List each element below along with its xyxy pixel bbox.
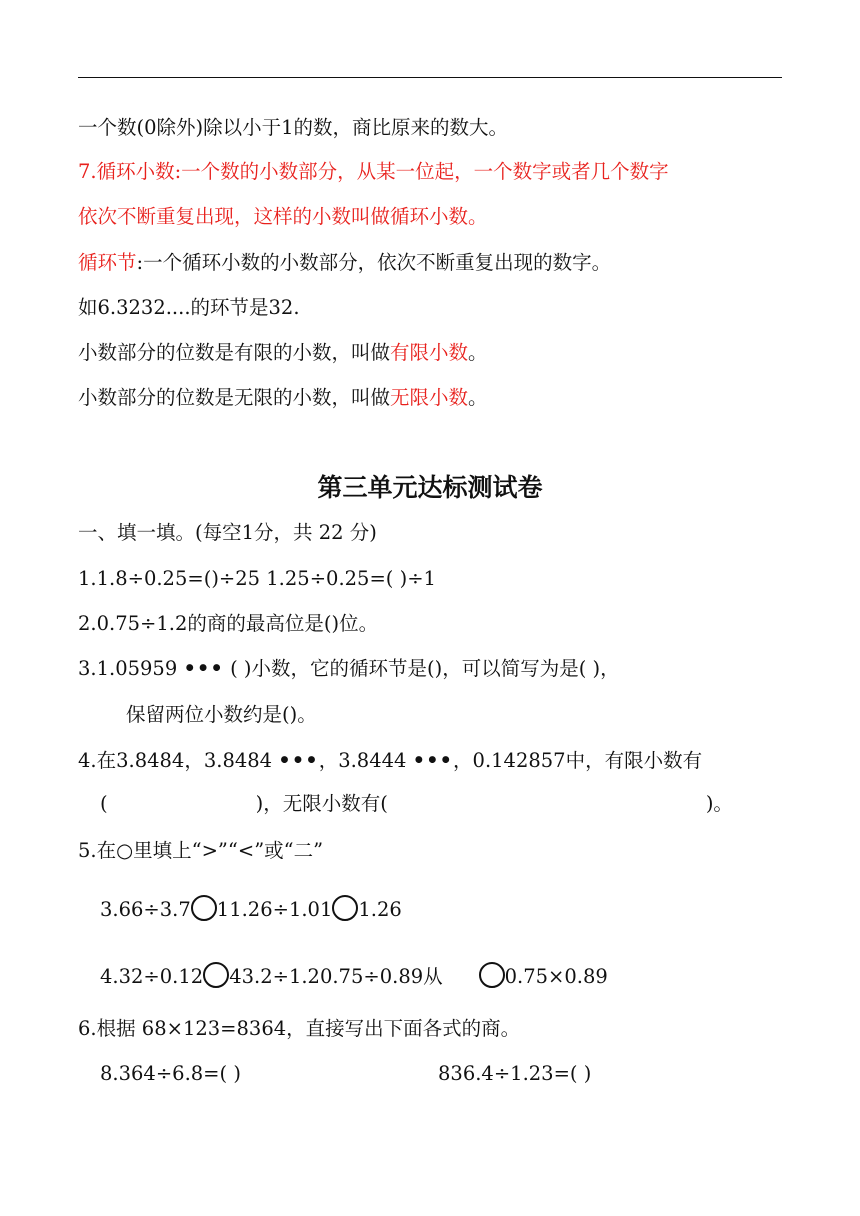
finite-decimal-end: 。 <box>468 341 488 364</box>
question-4-blanks <box>100 791 786 817</box>
question-5: 5.在○里填上“>”“<”或“二” <box>78 839 324 862</box>
question-4-text-b: ，3.8444 <box>318 749 407 772</box>
finite-decimal-text: 小数部分的位数是有限的小数，叫做 <box>78 341 391 364</box>
term-finite-decimal: 有限小数 <box>390 341 469 364</box>
infinite-decimal-text: 小数部分的位数是无限的小数，叫做 <box>78 386 391 409</box>
expression: 0.75×0.89 <box>504 965 608 988</box>
note-infinite-decimal <box>78 385 488 411</box>
note-repeating-period <box>78 250 611 276</box>
question-3 <box>78 656 620 682</box>
note-repeating-decimal-def: 7.循环小数:一个数的小数部分，从某一位起，一个数字或者几个数字 <box>78 160 669 183</box>
compare-circle[interactable] <box>191 895 217 921</box>
note-repeating-decimal-def-cont: 依次不断重复出现，这样的小数叫做循环小数。 <box>78 205 488 228</box>
question-5-row-1 <box>100 895 402 923</box>
question-4-text-d: )，无限小数有( <box>255 792 388 815</box>
note-finite-decimal <box>78 340 488 366</box>
question-3-number: 3.1.05959 <box>78 657 178 680</box>
compare-circle[interactable] <box>332 895 358 921</box>
expression: 1.26 <box>358 898 402 921</box>
compare-circle[interactable] <box>203 962 229 988</box>
note-division-rule: 一个数(0除外)除以小于1的数，商比原来的数大。 <box>78 116 509 139</box>
section-fill-in: 一、填一填。(每空1分，共 22 分) <box>78 521 377 544</box>
expression: 4.32÷0.12 <box>100 965 204 988</box>
blank-close: )。 <box>705 792 733 815</box>
question-6: 6.根据 68×123=8364，直接写出下面各式的商。 <box>78 1017 521 1040</box>
blank-open: ( <box>100 792 108 815</box>
expression: 3.66÷3.7 <box>100 898 191 921</box>
infinite-decimal-end: 。 <box>468 386 488 409</box>
question-4-text-a: 4.在3.8484，3.8484 <box>78 749 273 772</box>
note-example: 如6.3232....的环节是32. <box>78 296 300 319</box>
question-3-cont: 保留两位小数约是()。 <box>126 703 317 726</box>
question-6-item-a: 8.364÷6.8=( ) <box>100 1062 241 1085</box>
question-4-text-c: ，0.142857中，有限小数有 <box>453 749 703 772</box>
header-rule <box>78 77 782 78</box>
compare-circle[interactable] <box>479 962 505 988</box>
repeating-dots: ••• <box>183 657 224 680</box>
question-4 <box>78 748 702 774</box>
exam-title: 第三单元达标测试卷 <box>317 473 543 502</box>
question-2: 2.0.75÷1.2的商的最高位是()位。 <box>78 612 379 635</box>
question-1: 1.1.8÷0.25=()÷25 1.25÷0.25=( )÷1 <box>78 567 436 590</box>
question-6-item-b: 836.4÷1.23=( ) <box>438 1062 592 1085</box>
question-5-row-2 <box>100 962 608 990</box>
repeating-dots: ••• <box>412 749 454 772</box>
expression: 43.2÷1.20.75÷0.89从 <box>229 965 443 988</box>
term-repeating-period: 循环节 <box>78 251 137 274</box>
repeating-dots: ••• <box>278 749 319 772</box>
note-repeating-period-text: :一个循环小数的小数部分，依次不断重复出现的数字。 <box>136 251 612 274</box>
expression: 11.26÷1.01 <box>216 898 333 921</box>
term-infinite-decimal: 无限小数 <box>390 386 469 409</box>
question-3-text: ( )小数，它的循环节是()，可以简写为是( )， <box>230 657 620 680</box>
